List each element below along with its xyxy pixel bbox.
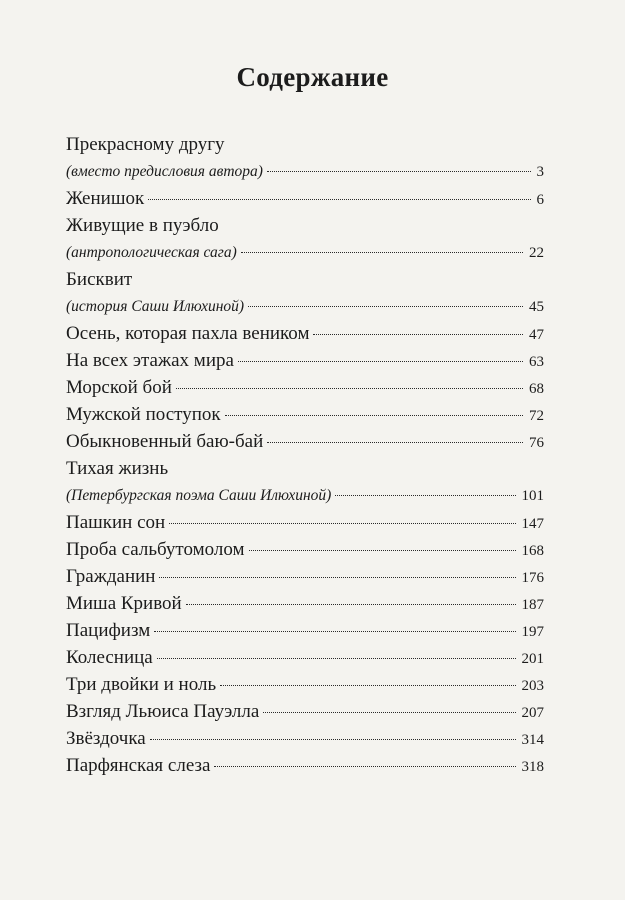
- toc-page-number: 176: [521, 570, 544, 586]
- toc-entry: [66, 374, 544, 401]
- toc-page-number: 187: [521, 597, 544, 613]
- toc-page-number: 45: [529, 299, 544, 315]
- leader-dots: [150, 739, 516, 740]
- leader-dots: [248, 306, 523, 307]
- toc-entry-title: Мужской поступок: [66, 404, 221, 425]
- toc-page-number: 318: [521, 759, 544, 775]
- toc-entry-subtitle: (антропологическая сага): [66, 244, 237, 261]
- toc-entry-title: Обыкновенный баю-бай: [66, 431, 264, 452]
- toc-entry-title: Прекрасному другу: [66, 134, 225, 155]
- toc-entry-title: Звёздочка: [66, 728, 146, 749]
- toc-entry: [66, 401, 544, 428]
- toc-entry: [66, 158, 544, 185]
- toc-entry-title: Взгляд Льюиса Пауэлла: [66, 701, 260, 722]
- toc-page-number: 72: [529, 408, 544, 424]
- toc-page-number: 63: [529, 354, 544, 370]
- toc-entry: [66, 212, 544, 239]
- toc-page-number: 147: [521, 516, 544, 532]
- toc-entry: [66, 482, 544, 509]
- leader-dots: [154, 631, 515, 632]
- toc-entry-title: Парфянская слеза: [66, 755, 211, 776]
- toc-entry-title: Миша Кривой: [66, 593, 182, 614]
- toc-entry-title: Бисквит: [66, 269, 133, 290]
- toc-page-number: 68: [529, 381, 544, 397]
- toc-entry: [66, 293, 544, 320]
- leader-dots: [313, 334, 523, 335]
- toc-entry-title: Колесница: [66, 647, 153, 668]
- page-title: Содержание: [236, 62, 389, 92]
- toc-page-number: 168: [521, 543, 544, 559]
- toc-entry: [66, 671, 544, 698]
- toc-entry: [66, 725, 544, 752]
- toc-entry-title: Морской бой: [66, 377, 172, 398]
- toc-entry-title: На всех этажах мира: [66, 350, 234, 371]
- leader-dots: [159, 577, 515, 578]
- toc-entry-title: Три двойки и ноль: [66, 674, 217, 695]
- toc-entry-subtitle: (вместо предисловия автора): [66, 163, 263, 180]
- toc-entry: [66, 455, 544, 482]
- leader-dots: [220, 685, 515, 686]
- toc-entry: [66, 698, 544, 725]
- toc-entry-title: Пацифизм: [66, 620, 151, 641]
- leader-dots: [186, 604, 516, 605]
- table-of-contents: [66, 131, 544, 779]
- toc-page-number: 201: [521, 651, 544, 667]
- leader-dots: [241, 252, 523, 253]
- toc-entry: [66, 752, 544, 779]
- toc-entry: [66, 509, 544, 536]
- leader-dots: [238, 361, 523, 362]
- leader-dots: [214, 766, 515, 767]
- toc-page-number: 203: [521, 678, 544, 694]
- toc-entry: [66, 644, 544, 671]
- toc-entry-title: Пашкин сон: [66, 512, 166, 533]
- toc-entry-subtitle: (Петербургская поэма Саши Илюхиной): [66, 487, 332, 504]
- toc-page-number: 76: [529, 435, 544, 451]
- toc-entry: [66, 320, 544, 347]
- toc-entry: [66, 347, 544, 374]
- leader-dots: [169, 523, 515, 524]
- toc-entry: [66, 617, 544, 644]
- toc-page-number: 314: [521, 732, 544, 748]
- leader-dots: [148, 199, 530, 200]
- toc-page-number: 22: [529, 245, 544, 261]
- toc-page-number: 6: [536, 192, 544, 208]
- toc-page-number: 207: [521, 705, 544, 721]
- leader-dots: [335, 495, 515, 496]
- toc-entry: [66, 428, 544, 455]
- toc-entry-subtitle: (история Саши Илюхиной): [66, 298, 245, 315]
- leader-dots: [267, 171, 531, 172]
- toc-page-number: 47: [529, 327, 544, 343]
- toc-entry: [66, 563, 544, 590]
- toc-entry-title: Женишок: [66, 188, 145, 209]
- toc-page-number: 197: [521, 624, 544, 640]
- leader-dots: [263, 712, 515, 713]
- leader-dots: [225, 415, 523, 416]
- toc-entry: [66, 185, 544, 212]
- leader-dots: [267, 442, 523, 443]
- toc-entry: [66, 131, 544, 158]
- leader-dots: [176, 388, 523, 389]
- leader-dots: [249, 550, 516, 551]
- toc-entry-title: Проба сальбутомолом: [66, 539, 245, 560]
- toc-entry-title: Тихая жизнь: [66, 458, 169, 479]
- toc-entry-title: Осень, которая пахла веником: [66, 323, 310, 344]
- leader-dots: [157, 658, 516, 659]
- toc-entry: [66, 590, 544, 617]
- toc-entry-title: Гражданин: [66, 566, 156, 587]
- toc-entry: [66, 536, 544, 563]
- toc-page-number: 3: [536, 164, 544, 180]
- toc-entry: [66, 266, 544, 293]
- toc-entry: [66, 239, 544, 266]
- toc-entry-title: Живущие в пуэбло: [66, 215, 219, 236]
- toc-page-number: 101: [521, 488, 544, 504]
